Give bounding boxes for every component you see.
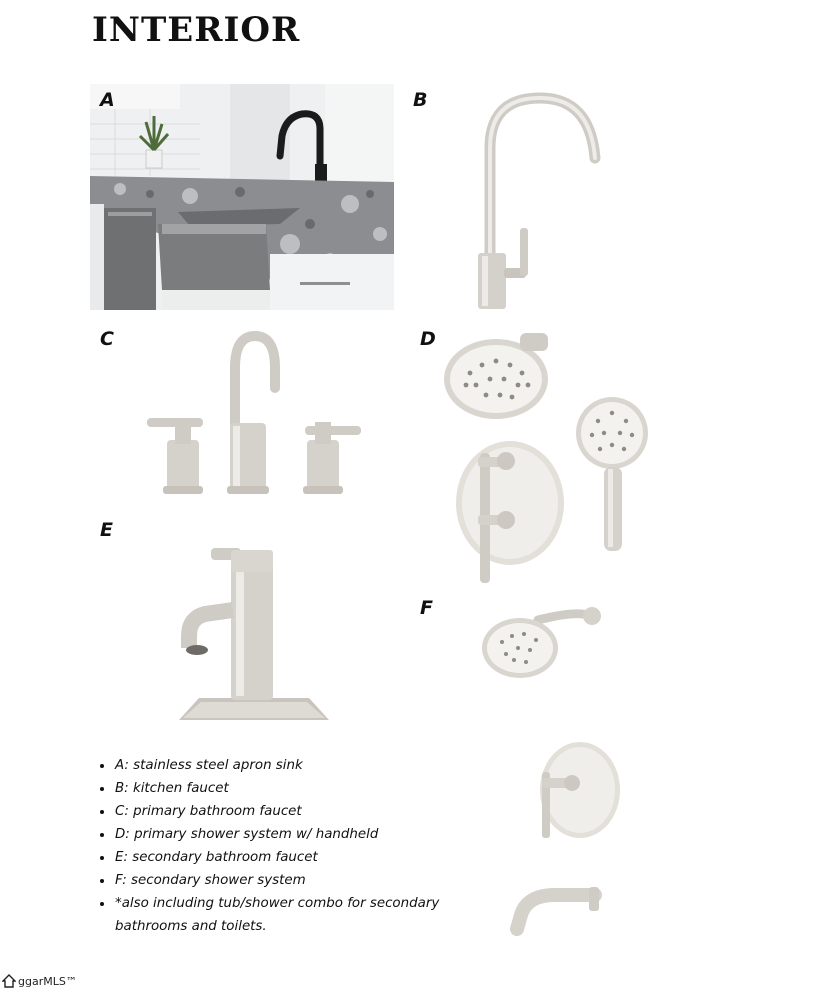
list-item: • C: primary bathroom faucet: [114, 800, 444, 823]
page-title: INTERIOR: [92, 10, 301, 50]
label-f: F: [420, 597, 433, 619]
house-logo-icon: [2, 974, 16, 988]
tub-spout-icon: [505, 885, 605, 940]
shower-head-icon: [478, 600, 608, 695]
label-b: B: [413, 89, 428, 111]
label-c: C: [100, 328, 114, 350]
kitchen-sink-photo: [90, 84, 394, 310]
widespread-faucet-icon: [145, 328, 365, 503]
list-item: • *also including tub/shower combo for secondary bathrooms and toilets.: [114, 892, 444, 938]
list-item: • E: secondary bathroom faucet: [114, 846, 444, 869]
list-item: • A: stainless steel apron sink: [114, 754, 444, 777]
label-e: E: [100, 519, 113, 541]
shower-system-icon: [440, 333, 670, 588]
shower-valve-icon: [530, 738, 625, 843]
label-a: A: [100, 89, 115, 111]
spec-list: [96, 754, 444, 938]
single-handle-faucet-icon: [175, 540, 335, 730]
list-item: • D: primary shower system w/ handheld: [114, 823, 444, 846]
kitchen-faucet-icon: [460, 88, 620, 313]
list-item: • F: secondary shower system: [114, 869, 444, 892]
footer-brand: ggarMLS™: [18, 974, 77, 988]
label-d: D: [420, 328, 436, 350]
list-item: • B: kitchen faucet: [114, 777, 444, 800]
footer-logo: [2, 974, 77, 988]
